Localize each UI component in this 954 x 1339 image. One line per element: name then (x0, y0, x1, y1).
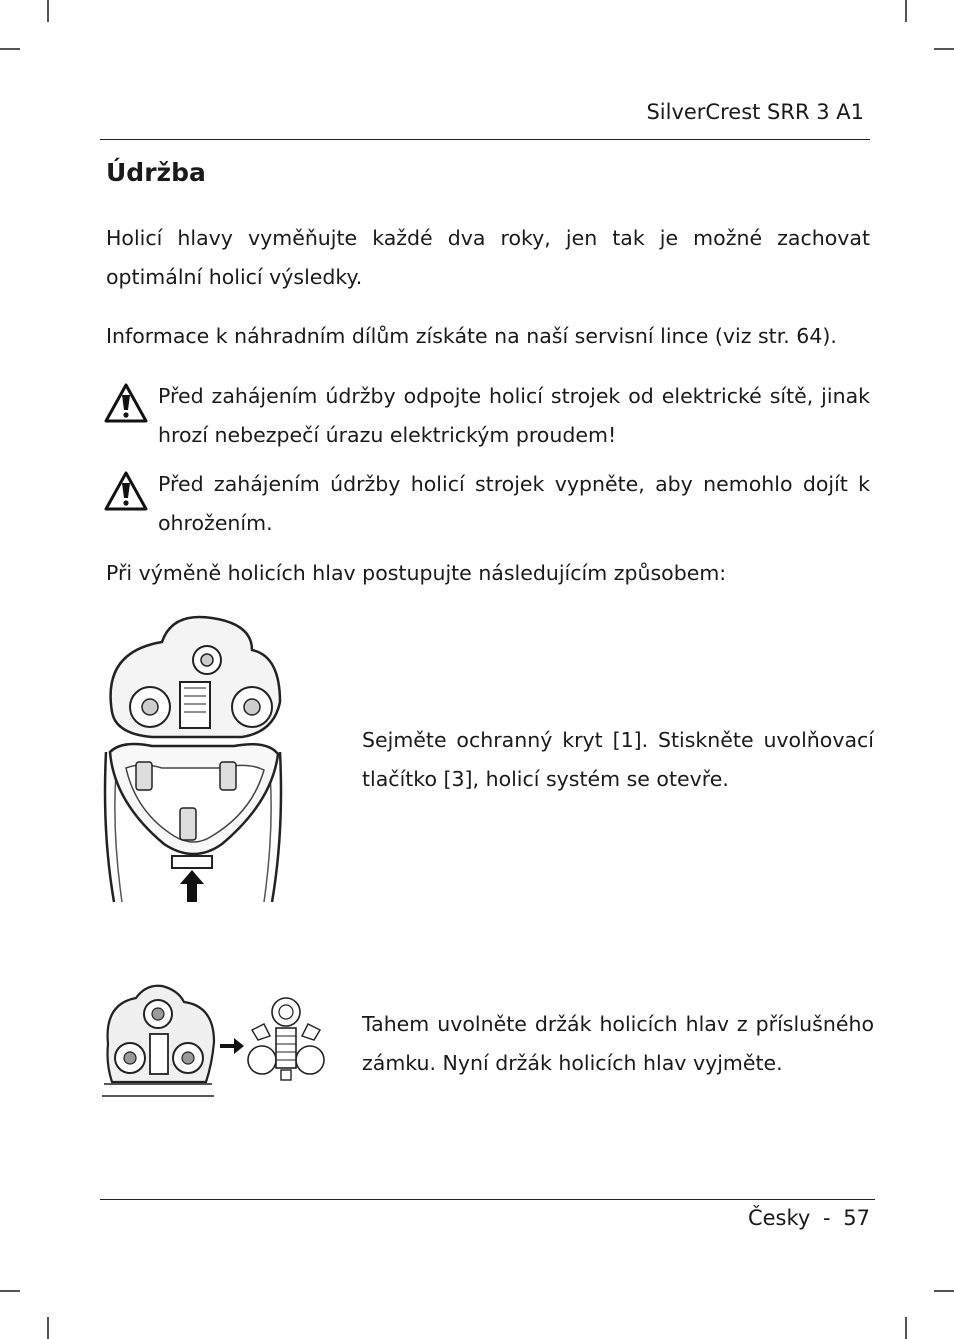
header-product-name: SilverCrest SRR 3 A1 (646, 100, 864, 124)
warning-text: Před zahájením údržby holicí strojek vypněte, aby nemohlo dojít k ohrožením. (158, 472, 870, 535)
page-number: 57 (843, 1206, 870, 1230)
paragraph-replace-interval: Holicí hlavy vyměňujte každé dva roky, jen tak je možné zachovat optimální holicí výsledky. (106, 226, 870, 289)
step-1-caption: Sejměte ochranný kryt [1]. Stiskněte uvolňovací tlačítko [3], holicí systém se otevře. (362, 728, 874, 791)
page-footer (748, 1206, 870, 1230)
crop-mark (905, 0, 907, 22)
crop-mark (905, 1317, 907, 1339)
crop-mark (934, 1290, 954, 1292)
crop-mark (0, 1290, 20, 1292)
warning-triangle-icon (104, 383, 148, 423)
paragraph-procedure-intro: Při výměně holicích hlav postupujte následujícím způsobem: (106, 561, 727, 585)
paragraph-spare-parts: Informace k náhradním dílům získáte na naší servisní lince (viz str. 64). (106, 324, 837, 348)
warning-triangle-icon (104, 471, 148, 511)
crop-mark (0, 48, 20, 50)
warning-text: Před zahájením údržby odpojte holicí strojek od elektrické sítě, jinak hrozí nebezpečí úrazu elektrickým proudem! (158, 384, 870, 447)
step-2-caption: Tahem uvolněte držák holicích hlav z příslušného zámku. Nyní držák holicích hlav vyjměte. (362, 1012, 874, 1075)
head-holder-removal-illustration (102, 984, 330, 1100)
shaver-open-illustration (102, 612, 284, 904)
footer-language: Česky (747, 1206, 811, 1230)
section-title: Údržba (106, 158, 206, 187)
header-rule (100, 139, 870, 140)
warning-block (104, 377, 870, 455)
crop-mark (934, 48, 954, 50)
warning-block (104, 465, 870, 543)
crop-mark (47, 1317, 49, 1339)
footer-rule (100, 1199, 875, 1200)
footer-separator: - (823, 1206, 831, 1230)
crop-mark (47, 0, 49, 22)
